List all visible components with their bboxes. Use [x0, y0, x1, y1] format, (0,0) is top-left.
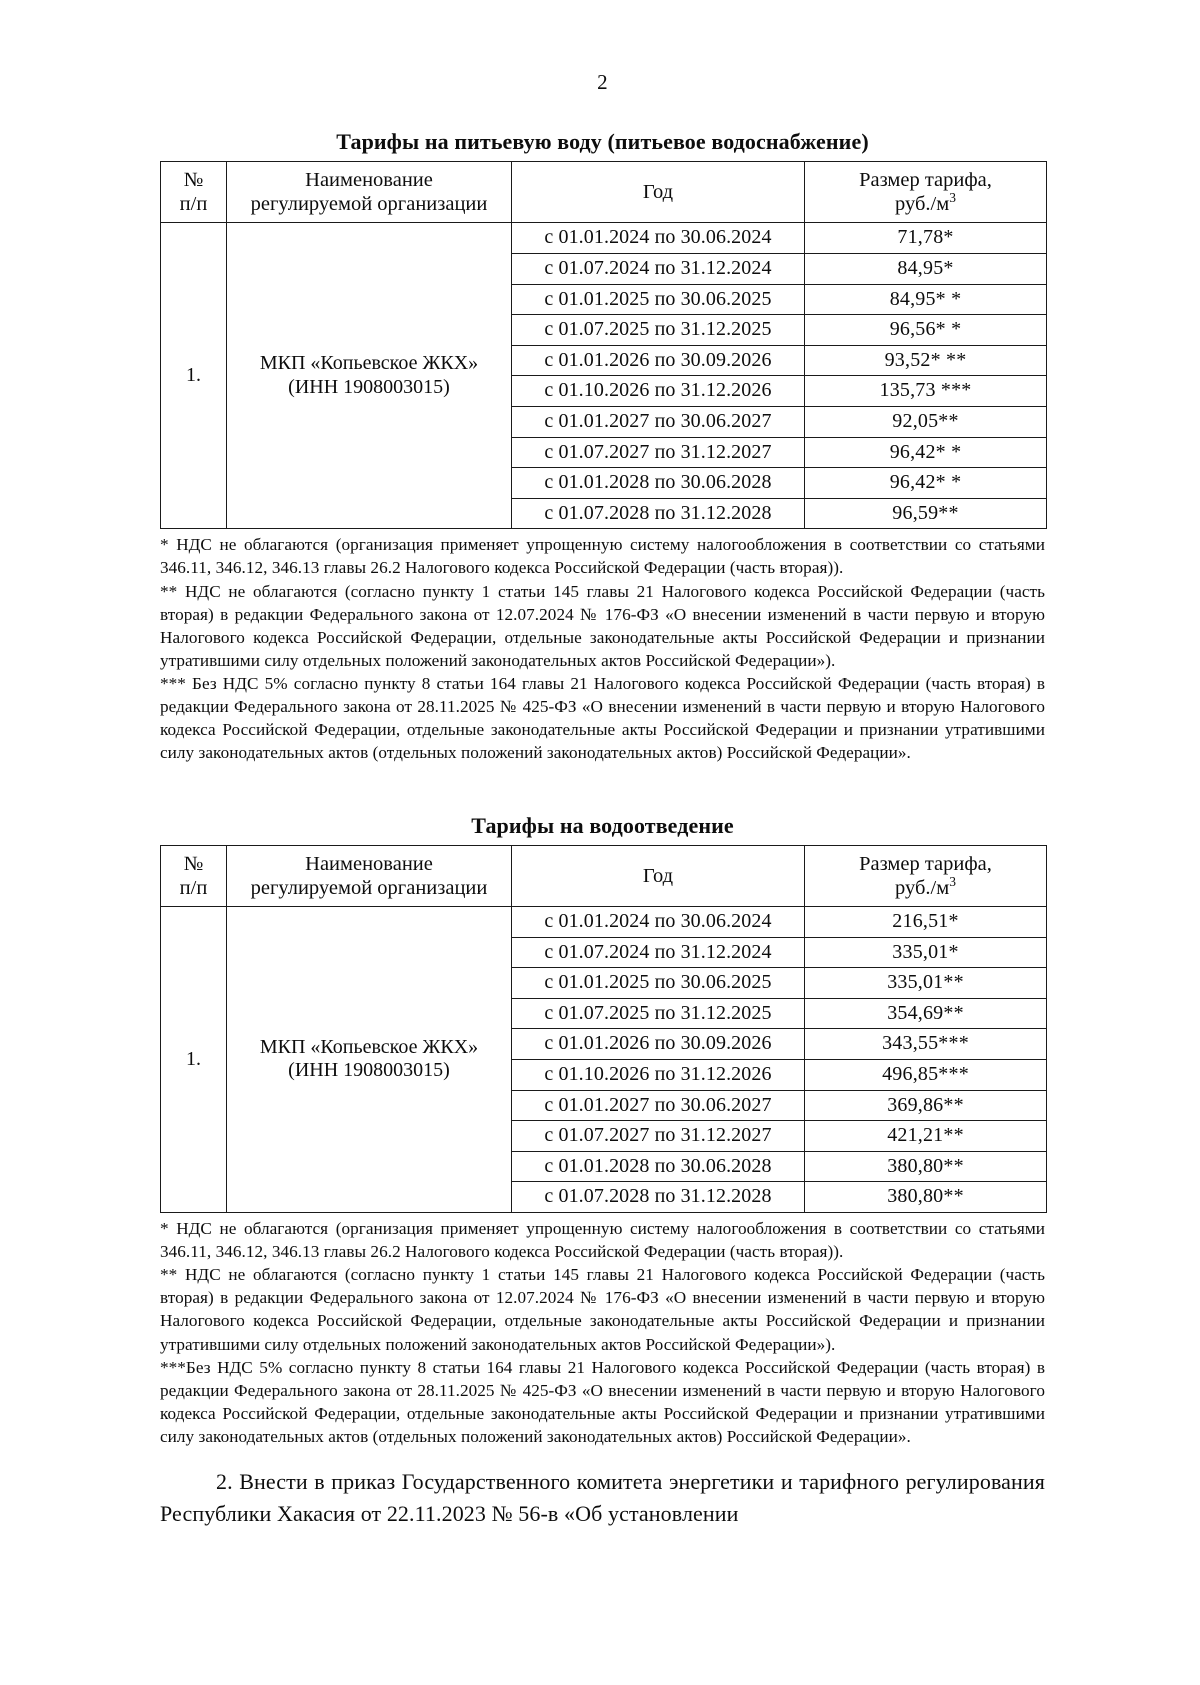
- period-cell: с 01.07.2027 по 31.12.2027: [512, 1121, 805, 1152]
- header-number-line2: п/п: [179, 193, 208, 216]
- header-tariff-line2: [809, 192, 1042, 216]
- header-organization: [227, 845, 512, 906]
- row-number: 1.: [161, 223, 227, 529]
- header-tariff-line1: Размер тарифа,: [859, 169, 992, 191]
- footnotes-drinking-water: [160, 533, 1045, 764]
- period-cell: с 01.07.2025 по 31.12.2025: [512, 315, 805, 346]
- footnote-3: ***Без НДС 5% согласно пункту 8 статьи 164 главы 21 Налогового кодекса Российской Федерации (часть вторая) в редакции Федерального закона от 28.11.2025 № 425-ФЗ «О внесении изменений в части первую и вторую Налогового кодекса Российской Федерации, отдельные законодательные акты Российской Федерации и признании утратившими силу законодательных актов (отдельных положений законодательных актов) Российской Федерации».: [160, 1357, 1045, 1446]
- tariff-cell: 96,59**: [805, 498, 1047, 529]
- table-body: [161, 906, 1047, 1212]
- period-cell: с 01.10.2026 по 31.12.2026: [512, 376, 805, 407]
- period-cell: с 01.01.2026 по 30.09.2026: [512, 345, 805, 376]
- tariff-cell: 216,51*: [805, 906, 1047, 937]
- header-tariff-exponent: 3: [949, 190, 956, 206]
- tariff-table-drinking-water: [160, 161, 1047, 529]
- tariff-cell: 354,69**: [805, 998, 1047, 1029]
- organization-inn: (ИНН 1908003015): [288, 375, 450, 398]
- footnote-2: ** НДС не облагаются (согласно пункту 1 статьи 145 главы 21 Налогового кодекса Российской Федерации (часть вторая) в редакции Федерального закона от 12.07.2024 № 176-ФЗ «О внесении изменений в части первую и вторую Налогового кодекса Российской Федерации, отдельные законодательные акты Российской Федерации и признании утратившими силу отдельных положений законодательных актов Российской Федерации»).: [160, 581, 1045, 670]
- page-number: 2: [597, 70, 608, 94]
- footnote-1: * НДС не облагаются (организация применяет упрощенную систему налогообложения в соответствии со статьями 346.11, 346.12, 346.13 главы 26.2 Налогового кодекса Российской Федерации (часть вторая)).: [160, 535, 1045, 578]
- period-cell: с 01.01.2024 по 30.06.2024: [512, 906, 805, 937]
- footnote-2: ** НДС не облагаются (согласно пункту 1 статьи 145 главы 21 Налогового кодекса Российской Федерации (часть вторая) в редакции Федерального закона от 12.07.2024 № 176-ФЗ «О внесении изменений в части первую и вторую Налогового кодекса Российской Федерации, отдельные законодательные акты Российской Федерации и признании утратившими силу отдельных положений законодательных актов Российской Федерации»).: [160, 1265, 1045, 1354]
- header-organization-line1: Наименование: [305, 852, 433, 875]
- header-number-line1: №: [183, 852, 204, 875]
- period-cell: с 01.07.2024 по 31.12.2024: [512, 937, 805, 968]
- header-year: Год: [512, 162, 805, 223]
- header-organization-line2: регулируемой организации: [250, 193, 488, 216]
- period-cell: с 01.01.2027 по 30.06.2027: [512, 1090, 805, 1121]
- tariff-cell: 335,01*: [805, 937, 1047, 968]
- tariff-cell: 84,95*: [805, 253, 1047, 284]
- period-cell: с 01.01.2026 по 30.09.2026: [512, 1029, 805, 1060]
- header-number: [161, 845, 227, 906]
- header-organization-line1: Наименование: [305, 169, 433, 191]
- period-cell: с 01.07.2024 по 31.12.2024: [512, 253, 805, 284]
- table-title-sewerage: Тарифы на водоотведение: [471, 812, 734, 838]
- tariff-cell: 96,42* *: [805, 437, 1047, 468]
- tariff-cell: 421,21**: [805, 1121, 1047, 1152]
- header-organization-line2: регулируемой организации: [250, 876, 488, 899]
- header-tariff-line1: Размер тарифа,: [859, 852, 992, 875]
- header-organization: [227, 162, 512, 223]
- header-tariff-units: руб./м: [895, 876, 950, 899]
- footnote-3: *** Без НДС 5% согласно пункту 8 статьи 164 главы 21 Налогового кодекса Российской Федерации (часть вторая) в редакции Федерального закона от 28.11.2025 № 425-ФЗ «О внесении изменений в части первую и вторую Налогового кодекса Российской Федерации, отдельные законодательные акты Российской Федерации и признании утратившими силу законодательных актов (отдельных положений законодательных актов) Российской Федерации».: [160, 674, 1045, 763]
- period-cell: с 01.07.2028 по 31.12.2028: [512, 498, 805, 529]
- tariff-cell: 92,05**: [805, 406, 1047, 437]
- organization-cell: [227, 906, 512, 1212]
- footnotes-sewerage: [160, 1217, 1045, 1448]
- closing-paragraph: 2. Внести в приказ Государственного комитета энергетики и тарифного регулирования Республики Хакасия от 22.11.2023 № 56-в «Об установлении: [160, 1469, 1045, 1527]
- tariff-cell: 380,80**: [805, 1151, 1047, 1182]
- tariff-cell: 369,86**: [805, 1090, 1047, 1121]
- period-cell: с 01.01.2028 по 30.06.2028: [512, 1151, 805, 1182]
- period-cell: с 01.01.2024 по 30.06.2024: [512, 223, 805, 254]
- organization-cell: [227, 223, 512, 529]
- table-body: [161, 223, 1047, 529]
- period-cell: с 01.01.2028 по 30.06.2028: [512, 468, 805, 499]
- header-tariff-exponent: 3: [949, 873, 956, 889]
- tariff-cell: 335,01**: [805, 968, 1047, 999]
- table-row: [161, 223, 1047, 254]
- tariff-cell: 135,73 ***: [805, 376, 1047, 407]
- table-header-row: [161, 162, 1047, 223]
- organization-inn: (ИНН 1908003015): [288, 1059, 450, 1082]
- header-number: [161, 162, 227, 223]
- period-cell: с 01.01.2027 по 30.06.2027: [512, 406, 805, 437]
- table-header-row: [161, 845, 1047, 906]
- tariff-cell: 93,52* **: [805, 345, 1047, 376]
- organization-name: МКП «Копьевское ЖКХ»: [259, 352, 479, 375]
- footnote-1: * НДС не облагаются (организация применяет упрощенную систему налогообложения в соответствии со статьями 346.11, 346.12, 346.13 главы 26.2 Налогового кодекса Российской Федерации (часть вторая)).: [160, 1218, 1045, 1261]
- header-number-line2: п/п: [179, 876, 208, 899]
- header-tariff: [805, 845, 1047, 906]
- period-cell: с 01.10.2026 по 31.12.2026: [512, 1059, 805, 1090]
- row-number: 1.: [161, 906, 227, 1212]
- tariff-cell: 84,95* *: [805, 284, 1047, 315]
- tariff-cell: 96,56* *: [805, 315, 1047, 346]
- header-year: Год: [512, 845, 805, 906]
- period-cell: с 01.01.2025 по 30.06.2025: [512, 968, 805, 999]
- period-cell: с 01.07.2025 по 31.12.2025: [512, 998, 805, 1029]
- header-tariff-line2: [809, 873, 1042, 900]
- tariff-cell: 380,80**: [805, 1182, 1047, 1213]
- period-cell: с 01.07.2027 по 31.12.2027: [512, 437, 805, 468]
- header-tariff: [805, 162, 1047, 223]
- tariff-cell: 343,55***: [805, 1029, 1047, 1060]
- table-row: [161, 906, 1047, 937]
- table-title-drinking-water: Тарифы на питьевую воду (питьевое водоснабжение): [336, 129, 869, 154]
- tariff-cell: 71,78*: [805, 223, 1047, 254]
- header-tariff-units: руб./м: [895, 193, 950, 216]
- period-cell: с 01.01.2025 по 30.06.2025: [512, 284, 805, 315]
- tariff-cell: 96,42* *: [805, 468, 1047, 499]
- tariff-cell: 496,85***: [805, 1059, 1047, 1090]
- tariff-table-sewerage: [160, 845, 1047, 1213]
- header-number-line1: №: [183, 169, 204, 191]
- period-cell: с 01.07.2028 по 31.12.2028: [512, 1182, 805, 1213]
- organization-name: МКП «Копьевское ЖКХ»: [259, 1035, 479, 1058]
